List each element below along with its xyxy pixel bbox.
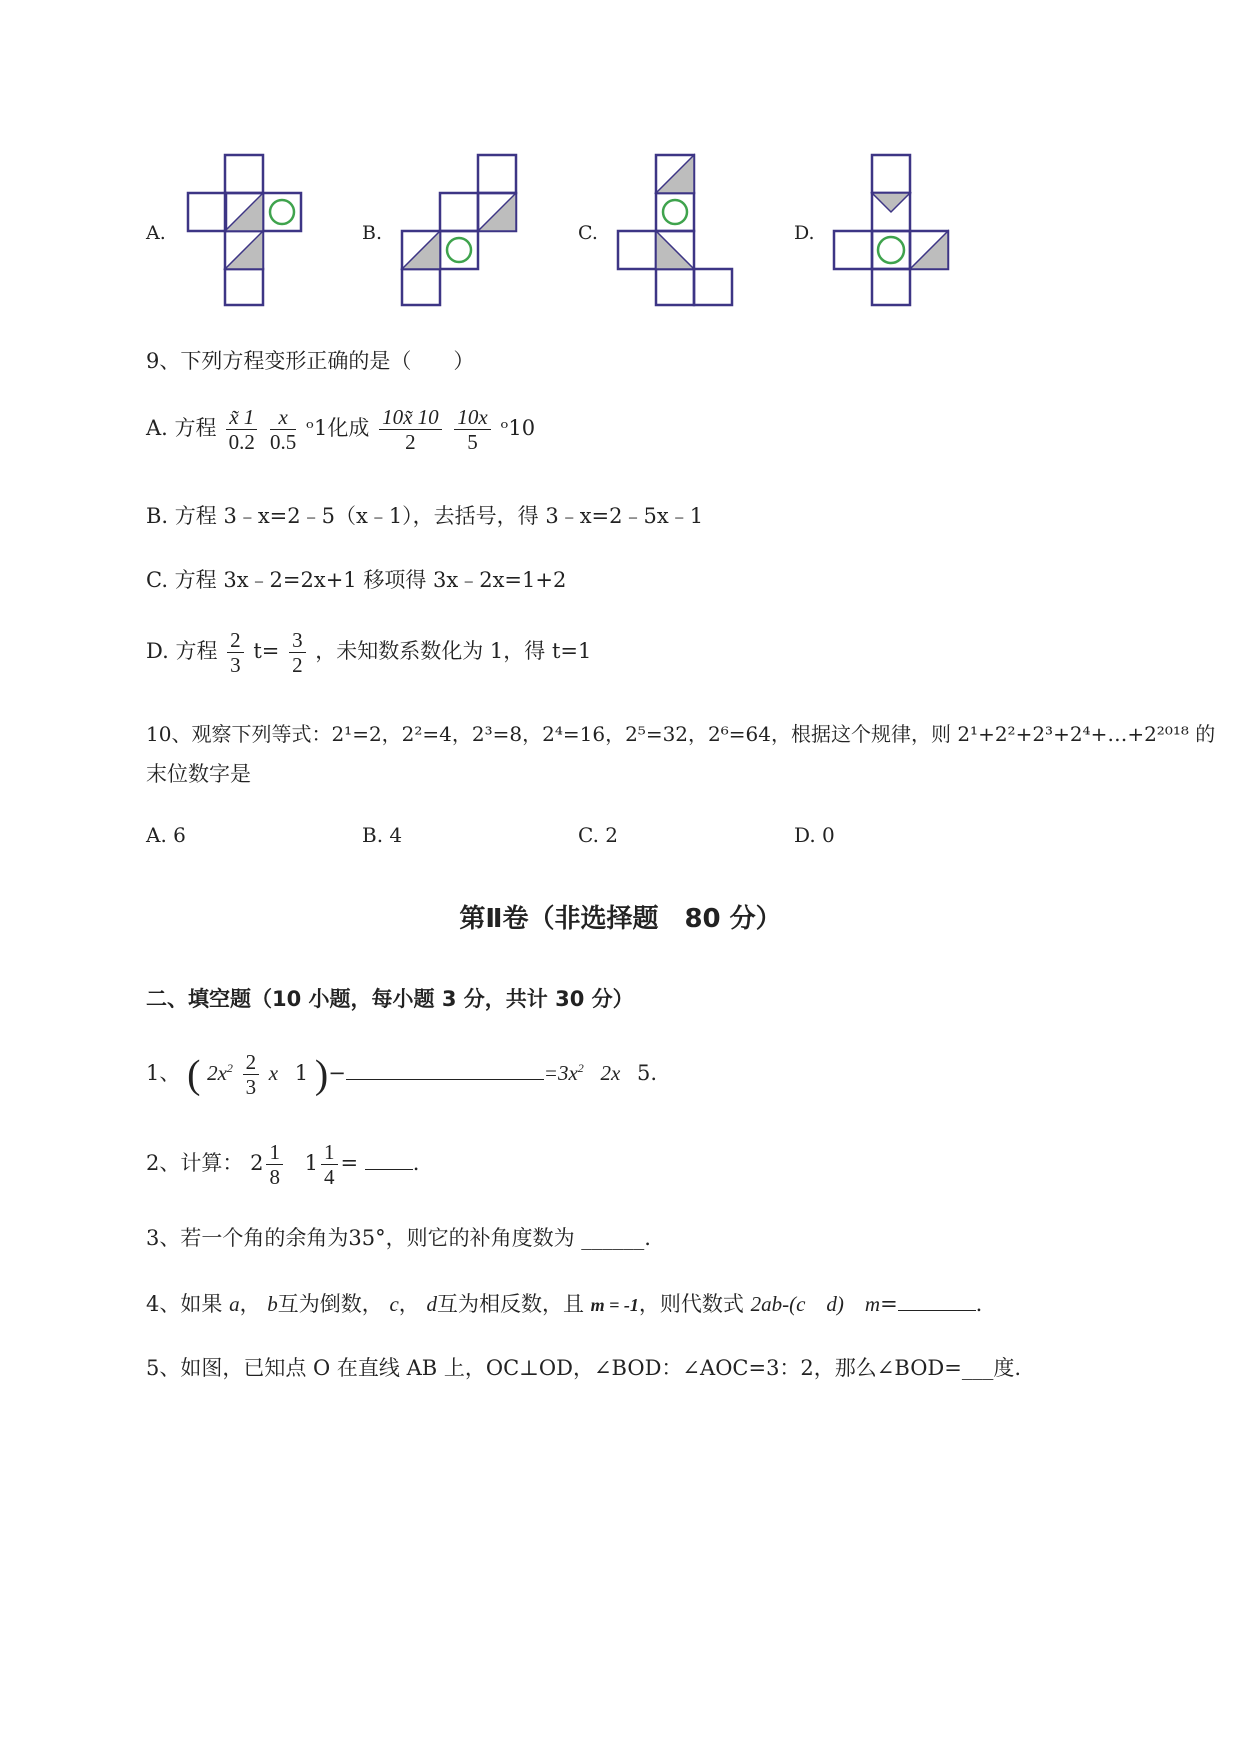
f1-minus: − bbox=[328, 1061, 346, 1086]
q10-stem-line-2: 末位数字是 bbox=[146, 762, 251, 786]
q9-a-f3-den: 2 bbox=[405, 430, 416, 455]
q9-a-fraction-3 bbox=[379, 405, 442, 454]
q9-a-label: A. bbox=[146, 416, 168, 441]
f4-p1: 4、如果 bbox=[146, 1292, 223, 1316]
fill-question-1 bbox=[146, 1050, 657, 1099]
f1-term-5: 5. bbox=[637, 1061, 658, 1086]
cube-net-d bbox=[828, 150, 958, 310]
fill-question-5: 5、如图，已知点 O 在直线 AB 上，OC⊥OD，∠BOD：∠AOC=3：2，那么∠BOD=___度. bbox=[146, 1356, 1022, 1380]
figure-option-c-label: C. bbox=[578, 222, 598, 244]
q9-d-f1-num: 2 bbox=[227, 628, 244, 653]
f4-end: . bbox=[975, 1292, 983, 1316]
q9-stem: 9、下列方程变形正确的是（ ） bbox=[146, 349, 475, 373]
f1-right-paren: ) bbox=[314, 1051, 329, 1097]
q10-option-a: A. 6 bbox=[146, 823, 186, 847]
q9-a-f1-num: x̃ 1 bbox=[226, 405, 257, 430]
q10-option-b: B. 4 bbox=[362, 823, 403, 847]
q9-a-fraction-1 bbox=[226, 405, 257, 454]
q9-a-f2-den: 0.5 bbox=[269, 430, 297, 455]
q9-d-f2-den: 2 bbox=[292, 653, 303, 678]
f2-end: . bbox=[412, 1151, 420, 1176]
fill-question-2 bbox=[146, 1140, 419, 1189]
f1-left-paren: ( bbox=[187, 1051, 201, 1097]
f1-answer-blank[interactable] bbox=[346, 1061, 544, 1080]
q10-option-c: C. 2 bbox=[578, 823, 619, 847]
f2-fr1-num: 1 bbox=[266, 1140, 283, 1165]
q9-d-fraction-2 bbox=[289, 628, 306, 677]
f2-fr2-num: 1 bbox=[321, 1140, 338, 1165]
figure-option-a-label: A. bbox=[146, 222, 166, 244]
f1-square-1: 2 bbox=[226, 1061, 233, 1076]
q9-a-prefix: 方程 bbox=[174, 416, 217, 441]
f1-eq: =3x bbox=[543, 1061, 578, 1086]
f2-eq: = bbox=[340, 1151, 359, 1176]
q9-d-f1-den: 3 bbox=[230, 653, 241, 678]
q9-a-mid: ᵒ1化成 bbox=[305, 416, 370, 441]
f2-fr2-den: 4 bbox=[324, 1165, 335, 1190]
f1-term-2: x bbox=[268, 1061, 279, 1086]
f4-condition: m = -1 bbox=[590, 1295, 639, 1315]
figure-option-b-label: B. bbox=[362, 222, 383, 244]
q9-a-f1-den: 0.2 bbox=[228, 430, 255, 455]
q9-a-fraction-4 bbox=[454, 405, 490, 454]
q9-d-end: ，未知数系数化为 1，得 t=1 bbox=[315, 639, 592, 664]
f2-whole-1: 2 bbox=[250, 1151, 264, 1176]
q9-d-f2-num: 3 bbox=[289, 628, 306, 653]
q9-d-prefix: D. 方程 bbox=[146, 639, 218, 664]
cube-net-a bbox=[180, 150, 310, 310]
q9-d-mid: t= bbox=[253, 639, 280, 664]
fill-question-3: 3、若一个角的余角为35°，则它的补角度数为 ______. bbox=[146, 1226, 651, 1250]
f1-label: 1、 bbox=[146, 1061, 181, 1086]
f2-label: 2、计算： bbox=[146, 1151, 244, 1176]
f1-fr-den: 3 bbox=[245, 1075, 257, 1100]
figure-option-d-label: D. bbox=[794, 222, 815, 244]
f1-fraction bbox=[243, 1050, 260, 1099]
f4-var-d: d bbox=[426, 1292, 437, 1316]
f4-p3: 互为倒数， bbox=[277, 1292, 383, 1316]
q9-a-f3-num: 10x̃ 10 bbox=[379, 405, 442, 430]
q10-option-d: D. 0 bbox=[794, 823, 835, 847]
f4-var-a: a bbox=[229, 1292, 240, 1316]
fill-question-4 bbox=[146, 1288, 982, 1318]
q9-a-f4-den: 5 bbox=[467, 430, 478, 455]
f4-eq: = bbox=[880, 1292, 898, 1316]
f4-answer-blank[interactable] bbox=[898, 1292, 976, 1311]
part-title: 二、填空题（10 小题，每小题 3 分，共计 30 分） bbox=[146, 987, 634, 1011]
f1-term-1: 2x bbox=[207, 1061, 227, 1086]
f2-answer-blank[interactable] bbox=[365, 1151, 413, 1170]
f1-square-2: 2 bbox=[577, 1061, 584, 1076]
f4-p5: 互为相反数，且 bbox=[436, 1292, 584, 1316]
f1-term-4: 2x bbox=[600, 1061, 621, 1086]
f1-term-3: 1 bbox=[294, 1061, 309, 1086]
q9-a-f2-num: x bbox=[270, 405, 296, 430]
q9-option-b: B. 方程 3﹣x=2﹣5（x﹣1），去括号，得 3﹣x=2﹣5x﹣1 bbox=[146, 504, 704, 528]
f2-fraction-2 bbox=[321, 1140, 338, 1189]
f2-whole-2: 1 bbox=[304, 1151, 318, 1176]
q9-a-f4-num: 10x bbox=[454, 405, 490, 430]
cube-net-b bbox=[396, 150, 526, 310]
f2-fraction-1 bbox=[266, 1140, 283, 1189]
f4-var-c: c bbox=[389, 1292, 399, 1316]
q9-a-fraction-2 bbox=[270, 405, 296, 454]
f2-fr1-den: 8 bbox=[269, 1165, 280, 1190]
f4-p4: ， bbox=[398, 1292, 420, 1316]
q9-option-d bbox=[146, 628, 591, 677]
f4-var-b: b bbox=[267, 1292, 278, 1316]
q9-option-a bbox=[146, 405, 535, 454]
q9-option-c: C. 方程 3x﹣2=2x+1 移项得 3x﹣2x=1+2 bbox=[146, 568, 567, 592]
q9-d-fraction-1 bbox=[227, 628, 244, 677]
cube-net-c bbox=[612, 150, 742, 310]
f4-p2: ， bbox=[239, 1292, 261, 1316]
q9-a-end: ᵒ10 bbox=[500, 416, 536, 441]
f1-fr-num: 2 bbox=[243, 1050, 260, 1075]
f4-p6: ，则代数式 bbox=[638, 1292, 744, 1316]
q10-stem-line-1: 10、观察下列等式：2¹=2，2²=4，2³=8，2⁴=16，2⁵=32，2⁶=64，根据这个规律，则 2¹+2²+2³+2⁴+…+2²⁰¹⁸ 的 bbox=[146, 722, 1216, 746]
f4-expression: 2ab-(c d) m bbox=[750, 1292, 881, 1316]
section-title: 第Ⅱ卷（非选择题 80 分） bbox=[459, 904, 782, 934]
